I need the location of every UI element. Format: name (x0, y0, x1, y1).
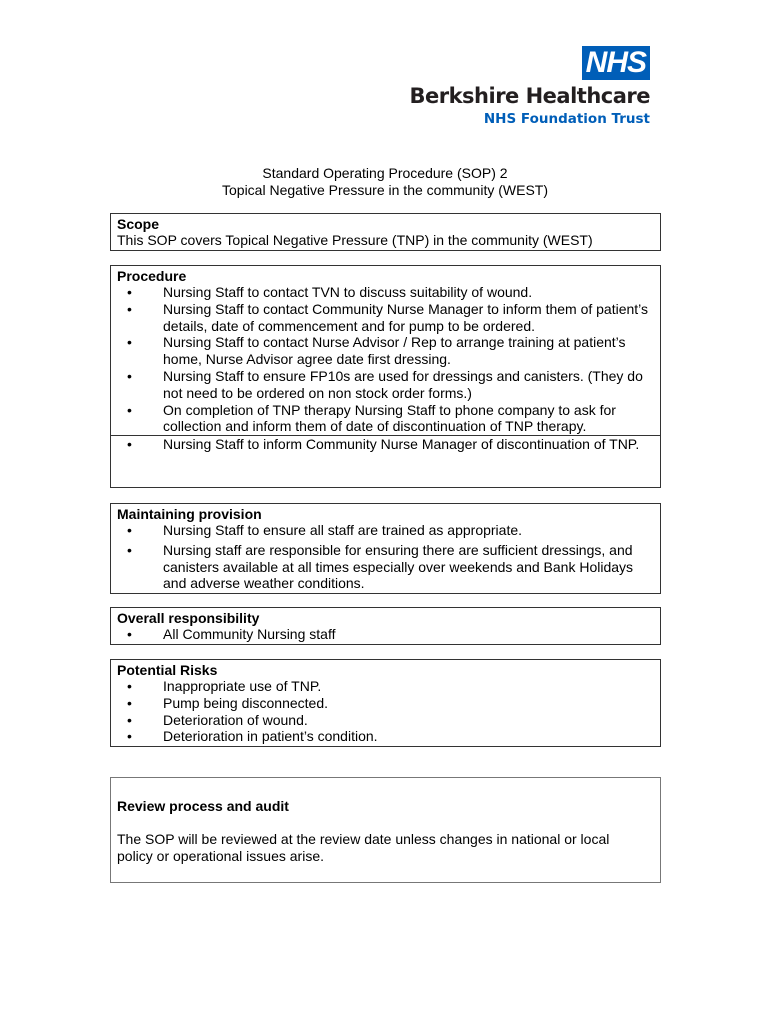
maintaining-section (110, 503, 661, 594)
trust-name: NHS Foundation Trust (483, 111, 650, 127)
list-item-text: Nursing Staff to ensure FP10s are used for dressings and canisters. (They do not need to be ordered on non stock order forms.) (163, 367, 643, 401)
overall-responsibility-section (110, 607, 661, 645)
list-item-text: Nursing Staff to inform Community Nurse Manager of discontinuation of TNP. (163, 436, 640, 453)
review-heading: Review process and audit (117, 798, 289, 814)
procedure-list (111, 284, 660, 435)
scope-heading: Scope (117, 216, 160, 232)
procedure-list-end (111, 436, 660, 453)
scope-text: This SOP covers Topical Negative Pressure (TNP) in the community (WEST) (117, 232, 593, 248)
bullet-icon: • (127, 367, 132, 384)
list-item (111, 334, 660, 368)
list-item-text: Nursing staff are responsible for ensuring there are sufficient dressings, and canisters available at all times especially over weekends and Bank Holidays and adverse weather conditions. (163, 541, 634, 592)
risks-heading: Potential Risks (117, 662, 218, 678)
list-item-text: Deterioration of wound. (163, 711, 308, 728)
risks-section (110, 659, 661, 747)
bullet-icon: • (127, 300, 132, 317)
list-item (111, 728, 660, 745)
list-item (111, 301, 660, 335)
list-item (111, 368, 660, 402)
list-item (111, 626, 660, 643)
list-item-text: All Community Nursing staff (163, 626, 336, 642)
list-item-text: On completion of TNP therapy Nursing Staff to phone company to ask for collection and inform them of date of discontinuation of TNP therapy. (163, 401, 616, 435)
list-item (111, 542, 660, 592)
list-item (111, 695, 660, 712)
review-section (110, 777, 661, 883)
bullet-icon: • (127, 678, 132, 694)
procedure-heading: Procedure (117, 268, 187, 284)
list-item-text: Inappropriate use of TNP. (163, 678, 322, 694)
title-line-1: Standard Operating Procedure (SOP) 2 (262, 165, 508, 181)
bullet-icon: • (127, 522, 132, 538)
bullet-icon: • (127, 728, 132, 745)
maintaining-heading: Maintaining provision (117, 506, 262, 522)
bullet-icon: • (127, 711, 132, 728)
bullet-icon: • (127, 401, 132, 418)
bullet-icon: • (127, 284, 132, 300)
list-item (111, 522, 660, 539)
list-item-text: Nursing Staff to contact Community Nurse Manager to inform them of patient’s details, date of commencement and for pump to be ordered. (163, 300, 649, 334)
list-item-text: Nursing Staff to ensure all staff are trained as appropriate. (163, 522, 523, 538)
bullet-icon: • (127, 694, 132, 711)
risks-list (111, 678, 660, 745)
list-item-text: Nursing Staff to contact Nurse Advisor / Rep to arrange training at patient’s home, Nurse Advisor agree date first dressing. (163, 334, 626, 368)
bullet-icon: • (127, 334, 132, 351)
list-item (111, 678, 660, 695)
procedure-section (110, 265, 661, 488)
list-item-text: Pump being disconnected. (163, 694, 328, 711)
overall-list (111, 626, 660, 643)
bullet-icon: • (127, 626, 132, 642)
overall-heading: Overall responsibility (117, 610, 260, 626)
list-item (111, 712, 660, 729)
scope-section (110, 213, 661, 251)
list-item-text: Deterioration in patient’s condition. (163, 728, 378, 745)
list-item (111, 284, 660, 301)
title-line-2: Topical Negative Pressure in the community (WEST) (222, 182, 548, 198)
list-item-text: Nursing Staff to contact TVN to discuss suitability of wound. (163, 284, 533, 300)
organisation-name: Berkshire Healthcare (409, 84, 650, 108)
maintaining-list (111, 522, 660, 592)
list-item (111, 436, 660, 453)
document-title (0, 165, 770, 199)
nhs-badge: NHS (582, 46, 650, 80)
list-item (111, 402, 660, 436)
bullet-icon: • (127, 436, 132, 453)
bullet-icon: • (127, 541, 132, 558)
review-text: The SOP will be reviewed at the review date unless changes in national or local policy or operational issues arise. (117, 831, 610, 864)
